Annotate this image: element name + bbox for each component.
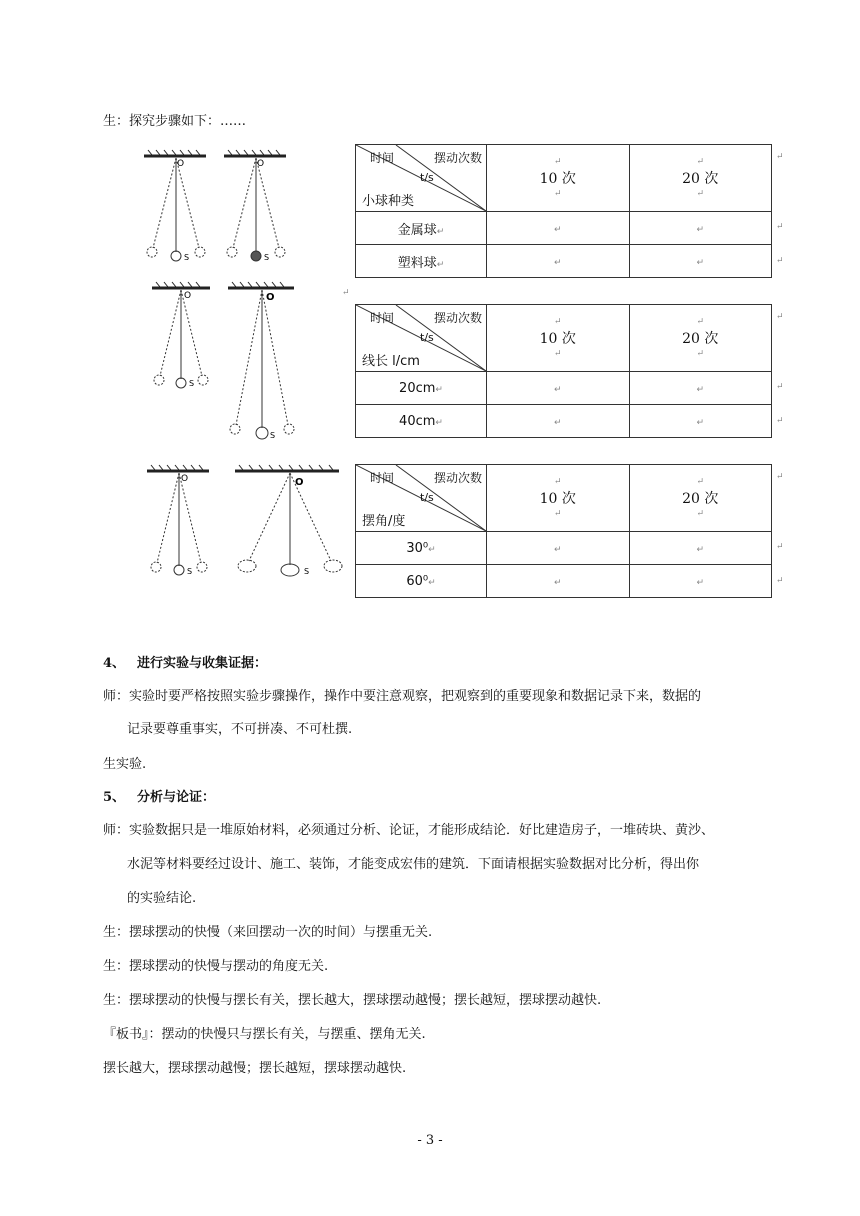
table-ball-type: [355, 144, 772, 278]
data-cell: ↵: [629, 405, 772, 438]
column-header: ↵ 20 次 ↵: [629, 465, 772, 532]
paragraph: 师：实验时要严格按照实验步骤操作，操作中要注意观察，把观察到的重要现象和数据记录下来，数据的: [103, 689, 702, 704]
table-header-diagonal: 时间 摆动次数 t/s 线长 l/cm: [356, 305, 487, 372]
pendulum-figure-angle: [143, 463, 343, 583]
section-4-heading: 4、 进行实验与收集证据：: [103, 656, 268, 671]
column-header: ↵ 20 次 ↵: [629, 145, 772, 212]
data-cell: ↵: [629, 212, 772, 245]
pendulum-figure-length: [148, 280, 308, 445]
svg-text:S: S: [304, 567, 310, 576]
paragraph: 生：摆球摆动的快慢（来回摆动一次的时间）与摆重无关.: [103, 925, 433, 940]
data-cell: ↵: [487, 565, 630, 598]
svg-text:O: O: [181, 474, 189, 484]
svg-text:O: O: [257, 159, 265, 169]
svg-text:O: O: [184, 291, 192, 301]
page-number: - 3 -: [417, 1133, 443, 1148]
table-header-diagonal: 时间 摆动次数 t/s 摆角/度: [356, 465, 487, 532]
paragraph: 生：摆球摆动的快慢与摆动的角度无关.: [103, 959, 329, 974]
svg-text:S: S: [189, 379, 195, 388]
paragraph: 生：摆球摆动的快慢与摆长有关，摆长越大，摆球摆动越慢；摆长越短，摆球摆动越快.: [103, 993, 602, 1008]
row-label: 20cm↵: [356, 372, 487, 405]
row-label: 30⁰↵: [356, 532, 487, 565]
row-label: 40cm↵: [356, 405, 487, 438]
paragraph: 摆长越大，摆球摆动越慢；摆长越短，摆球摆动越快.: [103, 1061, 407, 1076]
data-cell: ↵: [487, 532, 630, 565]
row-label: 塑料球↵: [356, 245, 487, 278]
pendulum-figure-mass: [140, 148, 290, 268]
data-cell: ↵: [629, 372, 772, 405]
data-cell: ↵: [629, 245, 772, 278]
svg-text:S: S: [270, 431, 276, 440]
svg-text:S: S: [184, 253, 190, 262]
paragraph: 师：实验数据只是一堆原始材料，必须通过分析、论证，才能形成结论．好比建造房子，一堆砖块、黄沙、: [103, 823, 715, 838]
pivot-label: O: [177, 159, 185, 169]
paragraph: 水泥等材料要经过设计、施工、装饰，才能变成宏伟的建筑．下面请根据实验数据对比分析，得出你: [127, 857, 700, 872]
svg-text:S: S: [264, 253, 270, 262]
svg-text:S: S: [187, 567, 193, 576]
pendulum-ceiling: [144, 150, 206, 156]
section-5-heading: 5、 分析与论证：: [103, 790, 216, 805]
data-cell: ↵: [487, 372, 630, 405]
data-cell: ↵: [487, 212, 630, 245]
paragraph: 生实验.: [103, 757, 147, 772]
svg-text:O: O: [266, 292, 275, 303]
data-cell: ↵: [487, 245, 630, 278]
table-swing-angle: [355, 464, 772, 598]
paragraph: 的实验结论.: [127, 891, 197, 906]
data-cell: ↵: [629, 565, 772, 598]
data-cell: ↵: [487, 405, 630, 438]
intro-text: 生：探究步骤如下：……: [103, 114, 247, 129]
column-header: ↵ 10 次 ↵: [487, 145, 630, 212]
paragraph: 『板书』：摆动的快慢只与摆长有关，与摆重、摆角无关.: [103, 1027, 426, 1042]
table-string-length: [355, 304, 772, 438]
column-header: ↵ 10 次 ↵: [487, 305, 630, 372]
paragraph: 记录要尊重事实，不可拼凑、不可杜撰.: [127, 722, 353, 737]
row-label: 60⁰↵: [356, 565, 487, 598]
svg-text:O: O: [295, 477, 304, 488]
table-header-diagonal: 时间 摆动次数 t/s 小球种类: [356, 145, 487, 212]
column-header: ↵ 10 次 ↵: [487, 465, 630, 532]
data-cell: ↵: [629, 532, 772, 565]
column-header: ↵ 20 次 ↵: [629, 305, 772, 372]
row-label: 金属球↵: [356, 212, 487, 245]
